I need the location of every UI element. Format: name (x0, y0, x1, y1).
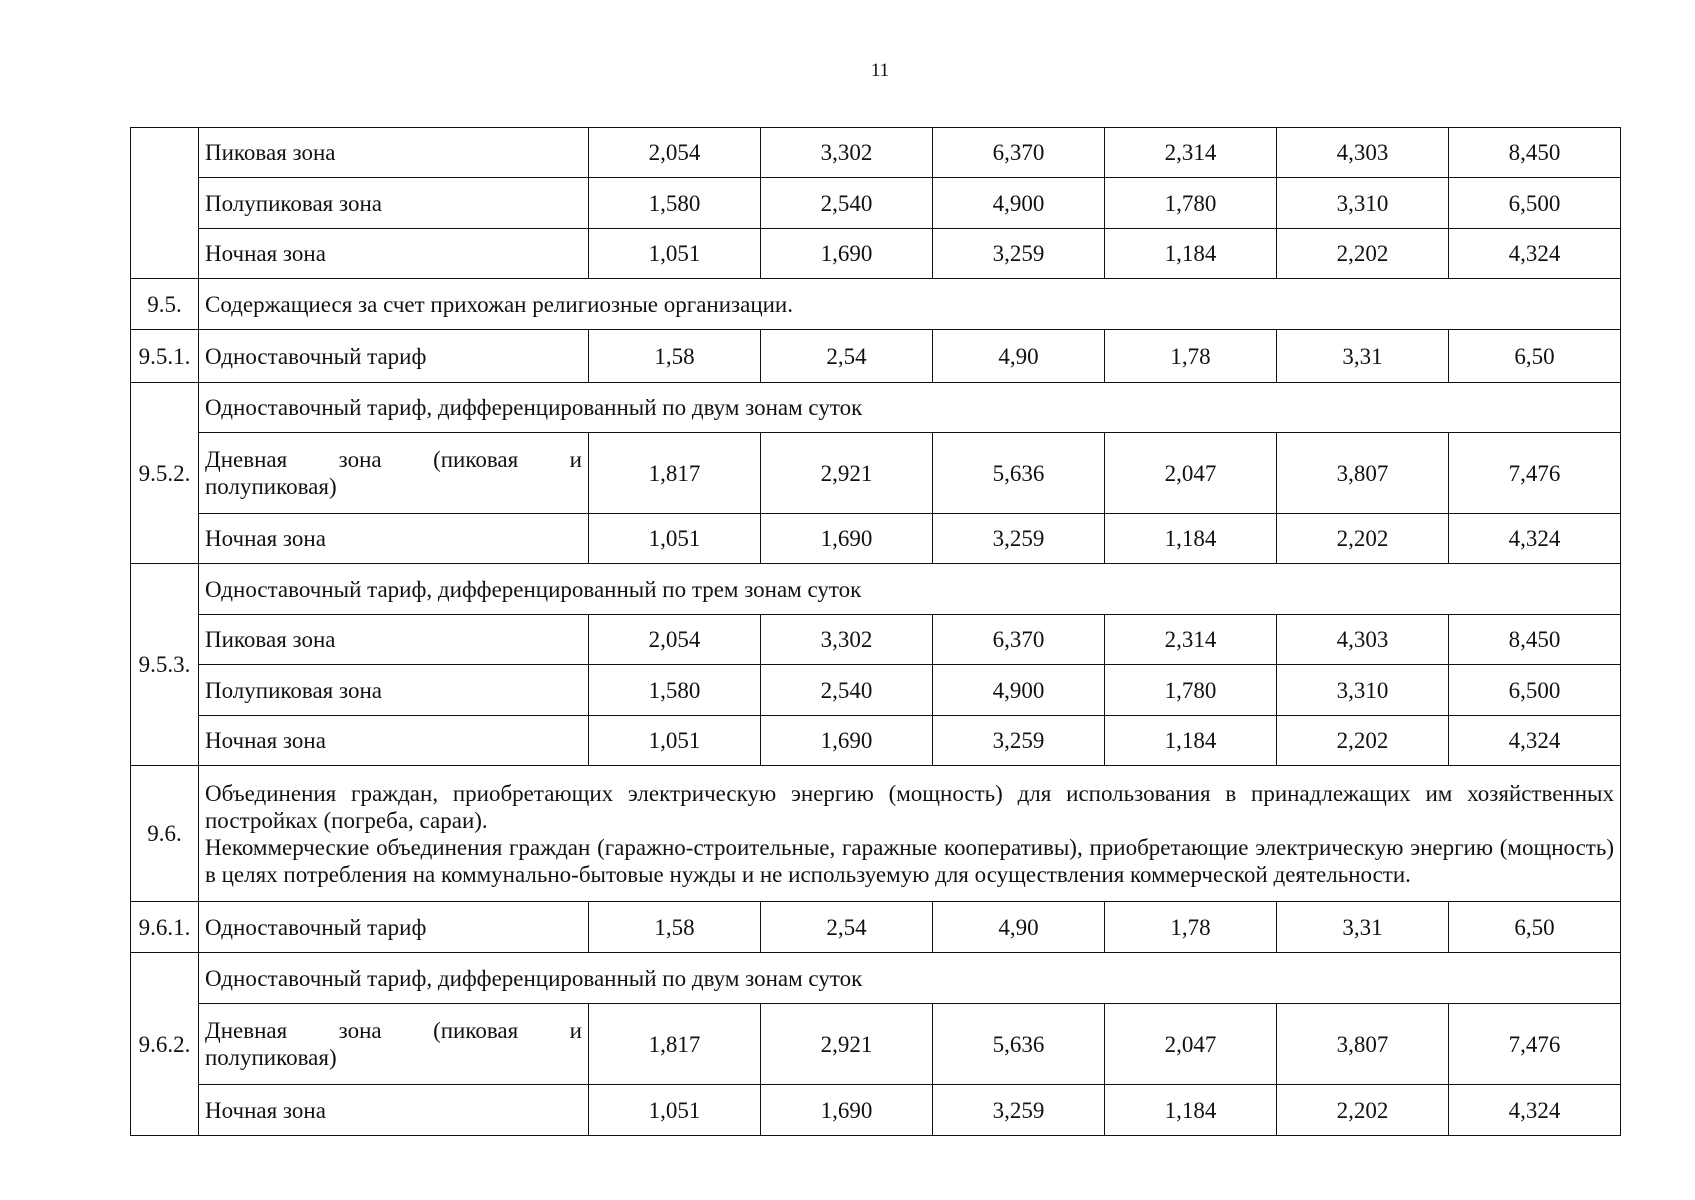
value-cell: 4,900 (933, 665, 1105, 716)
value-cell: 4,324 (1449, 229, 1621, 279)
value-cell: 2,202 (1277, 229, 1449, 279)
value-cell: 3,310 (1277, 665, 1449, 716)
table-row (131, 615, 1621, 665)
section-code: 9.6.1. (131, 902, 199, 953)
row-label-line: Дневная зона (пиковая и (205, 447, 582, 472)
value-cell: 2,047 (1105, 1004, 1277, 1085)
value-cell: 8,450 (1449, 128, 1621, 178)
value-cell: 1,58 (589, 330, 761, 383)
value-cell: 2,54 (761, 902, 933, 953)
value-cell: 6,370 (933, 128, 1105, 178)
value-cell: 1,051 (589, 716, 761, 766)
section-code: 9.6. (131, 766, 199, 902)
section-description (199, 766, 1621, 902)
value-cell: 7,476 (1449, 433, 1621, 514)
value-cell: 3,259 (933, 229, 1105, 279)
value-cell: 6,500 (1449, 665, 1621, 716)
value-cell: 3,807 (1277, 1004, 1449, 1085)
row-label (199, 1004, 589, 1085)
value-cell: 3,807 (1277, 433, 1449, 514)
value-cell: 2,054 (589, 615, 761, 665)
table-row (131, 229, 1621, 279)
section-code: 9.5.2. (131, 383, 199, 564)
value-cell: 2,054 (589, 128, 761, 178)
value-cell: 1,580 (589, 178, 761, 229)
row-label: Полупиковая зона (199, 178, 589, 229)
code-cell-empty (131, 128, 199, 279)
value-cell: 6,370 (933, 615, 1105, 665)
value-cell: 1,184 (1105, 514, 1277, 564)
section-title: Одноставочный тариф, дифференцированный по двум зонам суток (199, 383, 1621, 433)
value-cell: 1,184 (1105, 229, 1277, 279)
value-cell: 3,302 (761, 128, 933, 178)
table-row (131, 128, 1621, 178)
value-cell: 1,690 (761, 716, 933, 766)
value-cell: 2,921 (761, 433, 933, 514)
value-cell: 3,259 (933, 1085, 1105, 1136)
value-cell: 4,900 (933, 178, 1105, 229)
row-label-line: Дневная зона (пиковая и (205, 1018, 582, 1043)
row-label: Пиковая зона (199, 615, 589, 665)
value-cell: 6,50 (1449, 330, 1621, 383)
value-cell: 1,051 (589, 514, 761, 564)
value-cell: 1,78 (1105, 902, 1277, 953)
value-cell: 3,310 (1277, 178, 1449, 229)
value-cell: 3,31 (1277, 902, 1449, 953)
row-label-line: полупиковая) (205, 1045, 337, 1070)
value-cell: 1,051 (589, 1085, 761, 1136)
value-cell: 2,202 (1277, 514, 1449, 564)
section-paragraph: Объединения граждан, приобретающих электрическую энергию (мощность) для использования в принадлежащих им хозяйственных постройках (погреба, сараи). (205, 780, 1614, 833)
table-row (131, 433, 1621, 514)
section-code: 9.5.1. (131, 330, 199, 383)
value-cell: 2,54 (761, 330, 933, 383)
section-row (131, 564, 1621, 615)
value-cell: 3,259 (933, 716, 1105, 766)
value-cell: 1,780 (1105, 665, 1277, 716)
section-code: 9.5. (131, 279, 199, 330)
value-cell: 4,303 (1277, 128, 1449, 178)
table-row (131, 716, 1621, 766)
value-cell: 6,50 (1449, 902, 1621, 953)
tariff-table (130, 127, 1621, 1136)
value-cell: 4,303 (1277, 615, 1449, 665)
value-cell: 1,051 (589, 229, 761, 279)
section-row (131, 279, 1621, 330)
page-number: 11 (870, 60, 890, 81)
row-label: Ночная зона (199, 716, 589, 766)
value-cell: 1,817 (589, 433, 761, 514)
value-cell: 4,324 (1449, 1085, 1621, 1136)
row-label: Ночная зона (199, 1085, 589, 1136)
value-cell: 2,314 (1105, 615, 1277, 665)
value-cell: 8,450 (1449, 615, 1621, 665)
value-cell: 1,78 (1105, 330, 1277, 383)
section-title: Одноставочный тариф, дифференцированный по трем зонам суток (199, 564, 1621, 615)
value-cell: 5,636 (933, 1004, 1105, 1085)
value-cell: 7,476 (1449, 1004, 1621, 1085)
value-cell: 1,690 (761, 514, 933, 564)
value-cell: 5,636 (933, 433, 1105, 514)
value-cell: 1,817 (589, 1004, 761, 1085)
value-cell: 2,921 (761, 1004, 933, 1085)
section-title: Содержащиеся за счет прихожан религиозные организации. (199, 279, 1621, 330)
value-cell: 1,58 (589, 902, 761, 953)
table-row (131, 178, 1621, 229)
section-row (131, 953, 1621, 1004)
row-label: Полупиковая зона (199, 665, 589, 716)
value-cell: 2,202 (1277, 716, 1449, 766)
table-row (131, 514, 1621, 564)
section-code: 9.6.2. (131, 953, 199, 1136)
section-row (131, 766, 1621, 902)
value-cell: 1,780 (1105, 178, 1277, 229)
value-cell: 2,202 (1277, 1085, 1449, 1136)
section-row (131, 383, 1621, 433)
value-cell: 1,690 (761, 229, 933, 279)
value-cell: 2,540 (761, 665, 933, 716)
table-row (131, 330, 1621, 383)
row-label: Пиковая зона (199, 128, 589, 178)
value-cell: 2,540 (761, 178, 933, 229)
value-cell: 3,259 (933, 514, 1105, 564)
section-title: Одноставочный тариф, дифференцированный по двум зонам суток (199, 953, 1621, 1004)
value-cell: 4,324 (1449, 716, 1621, 766)
value-cell: 3,302 (761, 615, 933, 665)
value-cell: 1,690 (761, 1085, 933, 1136)
value-cell: 4,90 (933, 330, 1105, 383)
value-cell: 2,314 (1105, 128, 1277, 178)
value-cell: 1,184 (1105, 1085, 1277, 1136)
table-row (131, 1004, 1621, 1085)
row-label (199, 433, 589, 514)
value-cell: 2,047 (1105, 433, 1277, 514)
row-label: Ночная зона (199, 229, 589, 279)
table-row (131, 902, 1621, 953)
value-cell: 6,500 (1449, 178, 1621, 229)
row-label: Одноставочный тариф (199, 902, 589, 953)
row-label: Ночная зона (199, 514, 589, 564)
value-cell: 4,90 (933, 902, 1105, 953)
section-code: 9.5.3. (131, 564, 199, 766)
row-label: Одноставочный тариф (199, 330, 589, 383)
table-row (131, 665, 1621, 716)
value-cell: 4,324 (1449, 514, 1621, 564)
value-cell: 3,31 (1277, 330, 1449, 383)
section-paragraph: Некоммерческие объединения граждан (гаражно-строительные, гаражные кооперативы), приобретающие электрическую энергию (мощность) в целях потребления на коммунально-бытовые нужды и не используемую для осуществления коммерческой деятельности. (205, 834, 1614, 887)
value-cell: 1,580 (589, 665, 761, 716)
value-cell: 1,184 (1105, 716, 1277, 766)
row-label-line: полупиковая) (205, 474, 337, 499)
table-row (131, 1085, 1621, 1136)
